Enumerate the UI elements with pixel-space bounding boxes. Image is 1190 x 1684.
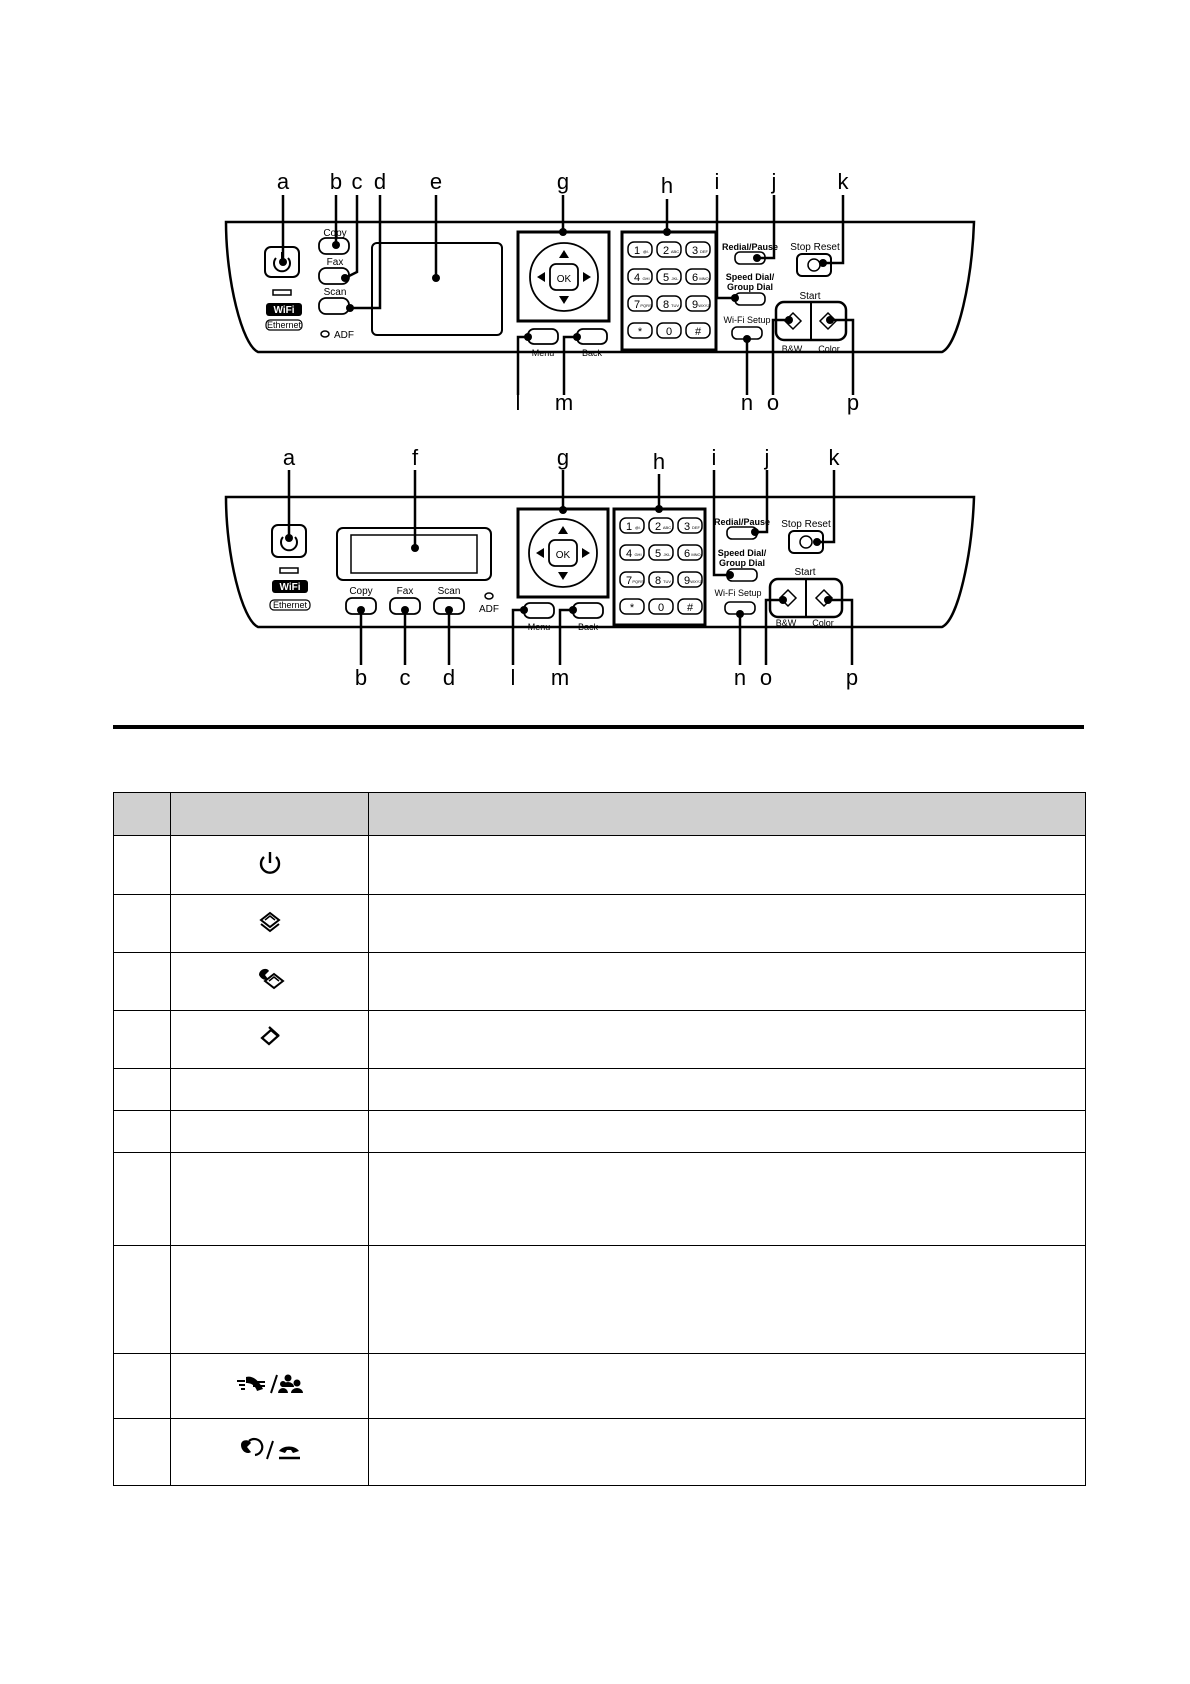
table-row xyxy=(114,1153,1086,1246)
adf-label-2: ADF xyxy=(479,604,499,615)
table-cell xyxy=(114,1246,171,1354)
keypad-key-letters: @/. xyxy=(634,525,642,530)
table-cell xyxy=(369,1246,1086,1354)
ethernet-label: Ethernet xyxy=(266,320,302,330)
speed-dial-button[interactable] xyxy=(735,293,765,305)
table-cell xyxy=(369,836,1086,895)
redial-pause-label-2: Redial/Pause xyxy=(713,517,771,527)
table-row xyxy=(114,1069,1086,1111)
keypad-key-label: 8 xyxy=(662,299,670,311)
back-button-2[interactable] xyxy=(573,603,603,618)
table-cell xyxy=(369,1011,1086,1069)
scan-label-2: Scan xyxy=(437,586,461,597)
fax-icon xyxy=(255,965,285,993)
numeric-keypad-2 xyxy=(620,518,702,614)
callout-b: b xyxy=(329,169,343,194)
stop-icon xyxy=(808,259,820,271)
fax-label: Fax xyxy=(326,257,344,268)
table-row xyxy=(114,1111,1086,1153)
table-cell xyxy=(114,953,171,1011)
keypad-key-label: 1 xyxy=(625,521,633,533)
menu-button-2[interactable] xyxy=(524,603,554,618)
keypad-key-label: 2 xyxy=(654,521,662,533)
wifi-label: WiFi xyxy=(273,305,295,316)
back-label-2: Back xyxy=(577,622,599,632)
keypad-key-letters: JKL xyxy=(663,552,671,557)
callout-p: p xyxy=(845,665,859,690)
table-cell xyxy=(369,1419,1086,1486)
callout-a: a xyxy=(276,169,290,194)
callout-j: j xyxy=(764,445,770,470)
redial-pause-label: Redial/Pause xyxy=(721,242,779,252)
table-cell xyxy=(369,953,1086,1011)
color-label-2: Color xyxy=(812,618,834,628)
keypad-key-letters: WXYZ xyxy=(690,579,702,584)
speed-dial-label-2a: Speed Dial/ xyxy=(717,548,767,558)
table-header-row xyxy=(114,793,1086,836)
keypad-key-letters: ABC xyxy=(662,525,672,530)
callout-a: a xyxy=(282,445,296,470)
scan-button[interactable] xyxy=(319,298,349,314)
power-icon xyxy=(256,849,284,877)
keypad-key-label: 0 xyxy=(657,602,665,614)
wifi-label-2: WiFi xyxy=(279,582,301,593)
callout-k: k xyxy=(837,169,849,194)
stop-reset-label-2: Stop Reset xyxy=(781,519,831,530)
panel-outline-2 xyxy=(226,497,974,627)
callout-o: o xyxy=(766,390,780,415)
keypad-key-letters: GHI xyxy=(642,276,650,281)
bw-label-2: B&W xyxy=(775,618,797,628)
callout-i: i xyxy=(714,169,720,194)
table-row xyxy=(114,1354,1086,1419)
color-label: Color xyxy=(818,344,840,354)
table-cell xyxy=(114,1111,171,1153)
keypad-key-letters: MNO xyxy=(691,552,701,557)
keypad-key-label: * xyxy=(637,326,643,338)
table-cell xyxy=(114,836,171,895)
keypad-key-label: 5 xyxy=(654,548,662,560)
speed-dial-group-dial-icon xyxy=(235,1371,305,1397)
table-row xyxy=(114,953,1086,1011)
keypad-key-label: 8 xyxy=(654,575,662,587)
adf-led xyxy=(321,331,329,337)
table-header-cell xyxy=(171,793,369,836)
keypad-key-letters: PQRS xyxy=(640,303,652,308)
callout-j: j xyxy=(771,169,777,194)
ethernet-label-2: Ethernet xyxy=(272,600,308,610)
callout-l: l xyxy=(510,665,516,690)
copy-label-2: Copy xyxy=(349,586,373,597)
redial-pause-icon xyxy=(237,1437,303,1463)
table-cell xyxy=(369,895,1086,953)
table-cell xyxy=(171,1011,369,1069)
speed-dial-label-2: Group Dial xyxy=(726,282,774,292)
callout-m: m xyxy=(550,665,570,690)
wifi-led-2 xyxy=(280,568,298,573)
keypad-key-label: 7 xyxy=(625,575,633,587)
table-cell xyxy=(114,895,171,953)
keypad-key-label: 2 xyxy=(662,245,670,257)
callout-d: d xyxy=(442,665,456,690)
power-icon xyxy=(274,252,290,271)
keypad-key-label: 4 xyxy=(625,548,633,560)
table-row xyxy=(114,1011,1086,1069)
speed-dial-label-2b: Group Dial xyxy=(718,558,766,568)
table-header-cell xyxy=(114,793,171,836)
keypad-key-label: 3 xyxy=(683,521,691,533)
keypad-key-letters: MNO xyxy=(699,276,709,281)
controls-table xyxy=(113,792,1086,1486)
control-panel-diagrams xyxy=(0,0,1190,720)
callout-h: h xyxy=(660,173,674,198)
ok-label: OK xyxy=(556,274,572,285)
wifi-setup-label: Wi-Fi Setup xyxy=(723,315,771,325)
keypad-key-letters: DEF xyxy=(692,525,700,530)
menu-label: Menu xyxy=(531,348,555,358)
copy-icon xyxy=(257,908,283,934)
keypad-key-letters: TUV xyxy=(671,303,679,308)
bw-label: B&W xyxy=(781,344,803,354)
keypad-key-label: 9 xyxy=(683,575,691,587)
copy-label: Copy xyxy=(323,228,347,239)
table-cell xyxy=(171,1111,369,1153)
callout-n: n xyxy=(733,665,747,690)
leader-lines-2 xyxy=(289,470,852,665)
ok-label-2: OK xyxy=(555,550,571,561)
scan-icon xyxy=(257,1024,283,1050)
table-cell xyxy=(171,1419,369,1486)
table-cell xyxy=(171,1069,369,1111)
keypad-key-letters: GHI xyxy=(634,552,642,557)
adf-label: ADF xyxy=(334,330,354,341)
keypad-key-label: 6 xyxy=(691,272,699,284)
table-header-cell xyxy=(369,793,1086,836)
menu-label-2: Menu xyxy=(527,622,551,632)
table-cell xyxy=(114,1153,171,1246)
callout-l: l xyxy=(515,390,521,415)
keypad-key-label: 3 xyxy=(691,245,699,257)
keypad-key-letters: WXYZ xyxy=(698,303,710,308)
start-label: Start xyxy=(799,291,821,302)
keypad-key-letters: ABC xyxy=(670,249,680,254)
leader-lines xyxy=(283,195,853,395)
keypad-key-label: 7 xyxy=(633,299,641,311)
callout-d: d xyxy=(373,169,387,194)
table-cell xyxy=(369,1111,1086,1153)
table-cell xyxy=(171,1153,369,1246)
keypad-key-letters: PQRS xyxy=(632,579,644,584)
callout-m: m xyxy=(554,390,574,415)
fax-label-2: Fax xyxy=(396,586,414,597)
scan-label: Scan xyxy=(323,287,347,298)
table-row xyxy=(114,1246,1086,1354)
table-row xyxy=(114,836,1086,895)
callout-e: e xyxy=(429,169,443,194)
keypad-key-label: # xyxy=(686,602,694,614)
callout-g: g xyxy=(556,169,570,194)
stop-reset-label: Stop Reset xyxy=(790,242,840,253)
table-cell xyxy=(114,1354,171,1419)
table-cell xyxy=(114,1419,171,1486)
table-cell xyxy=(114,1011,171,1069)
keypad-key-label: # xyxy=(694,326,702,338)
keypad-key-letters: TUV xyxy=(663,579,671,584)
callout-o: o xyxy=(759,665,773,690)
table-cell xyxy=(171,895,369,953)
keypad-key-label: 5 xyxy=(662,272,670,284)
wifi-led xyxy=(273,290,291,295)
callout-i: i xyxy=(711,445,717,470)
table-cell xyxy=(171,836,369,895)
power-icon xyxy=(281,531,297,550)
back-button[interactable] xyxy=(577,329,607,344)
speed-dial-label-1: Speed Dial/ xyxy=(725,272,775,282)
menu-button[interactable] xyxy=(528,329,558,344)
table-row xyxy=(114,895,1086,953)
callout-c: c xyxy=(399,665,411,690)
table-cell xyxy=(171,1246,369,1354)
numeric-keypad xyxy=(628,242,710,338)
callout-n: n xyxy=(740,390,754,415)
table-cell xyxy=(171,953,369,1011)
callout-p: p xyxy=(846,390,860,415)
callout-f: f xyxy=(411,445,419,470)
keypad-key-letters: DEF xyxy=(700,249,708,254)
table-cell xyxy=(369,1153,1086,1246)
stop-icon xyxy=(800,536,812,548)
table-cell xyxy=(369,1069,1086,1111)
keypad-key-label: 4 xyxy=(633,272,641,284)
keypad-key-label: 0 xyxy=(665,326,673,338)
callout-c: c xyxy=(351,169,363,194)
table-row xyxy=(114,1419,1086,1486)
keypad-key-label: 1 xyxy=(633,245,641,257)
callout-k: k xyxy=(828,445,840,470)
callout-g: g xyxy=(556,445,570,470)
back-label: Back xyxy=(581,348,603,358)
start-label-2: Start xyxy=(794,567,816,578)
wifi-setup-label-2: Wi-Fi Setup xyxy=(714,588,762,598)
callout-letters-2 xyxy=(283,445,858,690)
control-panel-diagram-2 xyxy=(226,445,974,690)
table-cell xyxy=(369,1354,1086,1419)
callout-h: h xyxy=(652,449,666,474)
adf-led-2 xyxy=(485,593,493,599)
section-divider xyxy=(113,725,1084,729)
keypad-key-label: 9 xyxy=(691,299,699,311)
keypad-key-letters: JKL xyxy=(671,276,679,281)
table-cell xyxy=(114,1069,171,1111)
keypad-key-label: * xyxy=(629,602,635,614)
keypad-key-letters: @/. xyxy=(642,249,650,254)
control-panel-diagram-1 xyxy=(226,169,974,415)
table-cell xyxy=(171,1354,369,1419)
keypad-key-label: 6 xyxy=(683,548,691,560)
callout-b: b xyxy=(354,665,368,690)
